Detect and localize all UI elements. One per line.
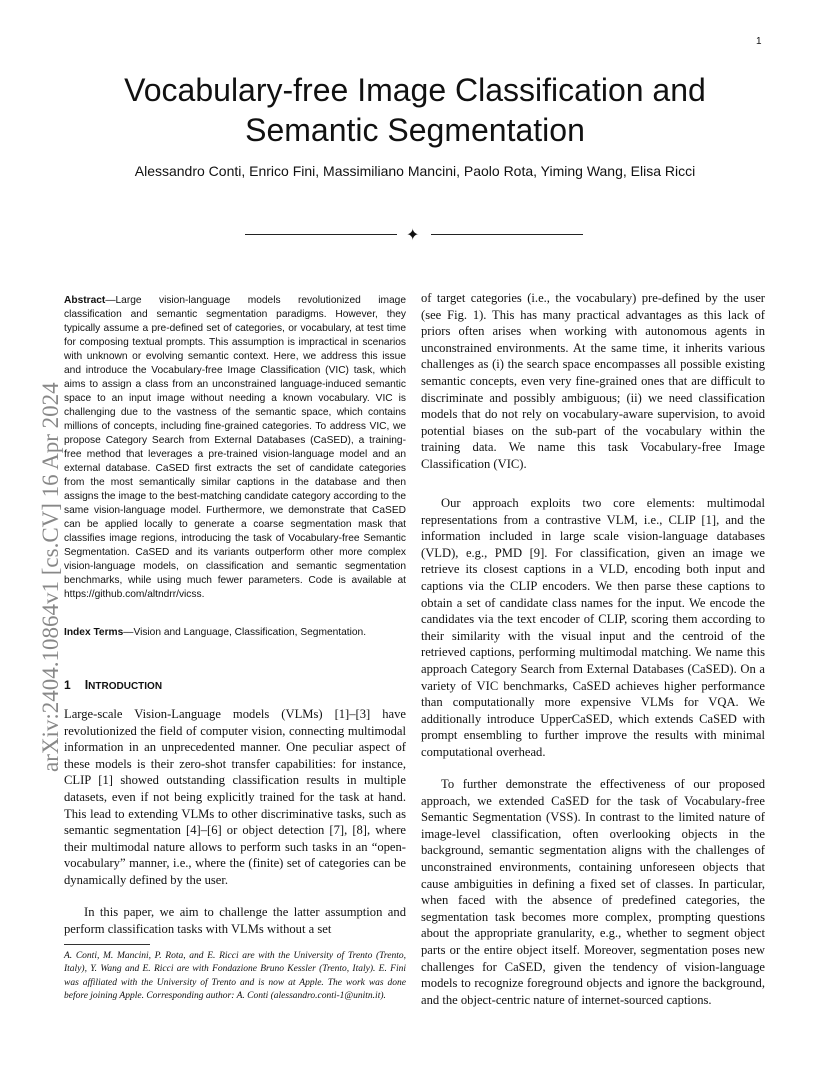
index-terms	[64, 626, 406, 640]
index-terms-text: —Vision and Language, Classification, Segmentation.	[123, 627, 367, 638]
divider-line-right	[431, 234, 583, 235]
section-title-cap: I	[84, 678, 89, 692]
right-paragraph-3: To further demonstrate the effectiveness of our proposed approach, we extended CaSED for the task of Vocabulary-free Semantic Segmentation (VSS). In contrast to the limited nature of image-level classification, often overlooking objects in the background, semantic segmentation aligns with the challenges of unconstrained environments, containing unforeseen objects that cause ambiguities in defining a fixed set of classes. In particular, when faced with the absence of predefined categories, the segmentation task becomes more complex, prompting questions about the appropriate granularity, e.g., whether to segment object parts or the entire object itself. Moreover, segmentation poses new challenges for CaSED, given the tendency of vision-language models to recognize foreground objects and ignore the background, and the object-centric nature of internet-sourced captions.	[421, 777, 765, 1007]
section-heading	[64, 678, 162, 692]
abstract	[64, 294, 406, 602]
page-number: 1	[756, 36, 762, 47]
author-list: Alessandro Conti, Enrico Fini, Massimiliano Mancini, Paolo Rota, Yiming Wang, Elisa Ricci	[134, 163, 696, 179]
title-divider	[245, 226, 585, 246]
abstract-label: Abstract	[64, 295, 106, 306]
author-footnote: A. Conti, M. Mancini, P. Rota, and E. Ricci are with the University of Trento (Trento, Italy), Y. Wang and E. Ricci are with Fondazione Bruno Kessler (Trento, Italy). E. Fini was affiliated with the University of Trento and is now at Apple. The work was done before joining Apple. Corresponding author: A. Conti (alessandro.conti-1@unitn.it).	[64, 951, 406, 1001]
divider-line-left	[245, 234, 397, 235]
section-title-rest: NTRODUCTION	[88, 681, 163, 692]
abstract-text: —Large vision-language models revolutionized image classification and semantic segmentation paradigms. However, they typically assume a pre-defined set of categories, or vocabulary, at test time for composing textual prompts. This assumption is impractical in scenarios with unknown or evolving semantic context. Here, we address this issue and introduce the Vocabulary-free Image Classification (VIC) task, which aims to assign a class from an unconstrained language-induced semantic space to an input image without needing a known vocabulary. VIC is challenging due to the vastness of the semantic space, which contains millions of concepts, including fine-grained categories. To address VIC, we propose Category Search from External Databases (CaSED), a training-free method that leverages a pre-trained vision-language model and an external database. CaSED first extracts the set of candidate categories from the most semantically similar captions in the database and then assigns the image to the best-matching candidate category according to the same vision-language model. Furthermore, we demonstrate that CaSED can be applied locally to generate a coarse segmentation mask that classifies image regions, introducing the task of Vocabulary-free Semantic Segmentation. CaSED and its variants outperform other more complex vision-language models, on classification and semantic segmentation benchmarks, while using much fewer parameters. Code is available at https://github.com/altndrr/vicss.	[64, 295, 406, 600]
paper-title: Vocabulary-free Image Classification and Semantic Segmentation	[124, 72, 706, 148]
diamond-ornament-icon: ✦	[406, 225, 420, 244]
arxiv-identifier: arXiv:2404.10864v1 [cs.CV] 16 Apr 2024	[38, 382, 63, 772]
section-number: 1	[64, 678, 71, 692]
footnote-rule	[64, 944, 150, 945]
intro-paragraph-2: In this paper, we aim to challenge the latter assumption and perform classification tasks with VLMs without a set	[64, 905, 406, 936]
intro-paragraph-1: Large-scale Vision-Language models (VLMs) [1]–[3] have revolutionized the field of computer vision, connecting multimodal information in an unprecedented manner. One peculiar aspect of these models is their zero-shot transfer capabilities: for instance, CLIP [1] showed outstanding classification results in multiple datasets, even if not being explicitly trained for the task at hand. This lead to extending VLMs to other discriminative tasks, such as semantic segmentation [4]–[6] or object detection [7], [8], where their multimodal nature allows to perform such tasks in an “open-vocabulary” manner, i.e., where the (finite) set of categories can be dynamically defined by the user.	[64, 707, 406, 887]
right-paragraph-2: Our approach exploits two core elements: multimodal representations from a contrastive VLM, i.e., CLIP [1], and the information included in large scale vision-language databases (VLD), e.g., PMD [9]. For classification, given an image we retrieve its closest captions in a VLD, encoding both input and captions via the CLIP encoders. We then parse these captions to obtain a set of candidate class names for the input. We encode the candidates via the text encoder of CLIP, scoring them according to their similarity with the visual input and the centroid of the retrieved captions, performing multimodal matching. We name this approach Category Search from External Databases (CaSED). On a variety of VIC benchmarks, CaSED achieves higher performance than computationally more expensive VLMs for VQA. We additionally introduce UpperCaSED, which extends CaSED with prompt ensembling to further improve the results with minimal computational overhead.	[421, 496, 765, 759]
index-terms-label: Index Terms	[64, 627, 124, 638]
right-paragraph-1: of target categories (i.e., the vocabulary) pre-defined by the user (see Fig. 1). This has many practical advantages as this lack of priors often arises when working with autonomous agents in unconstrained environments. At the same time, it inherits various challenges as (i) the search space encompasses all possible existing semantic concepts, even very fine-grained ones that are difficult to discriminate and possibly ambiguous; (ii) we need classification models that do not rely on vocabulary-aware supervision, to avoid potential biases on the sub-part of the vocabulary within the training data. We name this task Vocabulary-free Image Classification (VIC).	[421, 291, 765, 471]
